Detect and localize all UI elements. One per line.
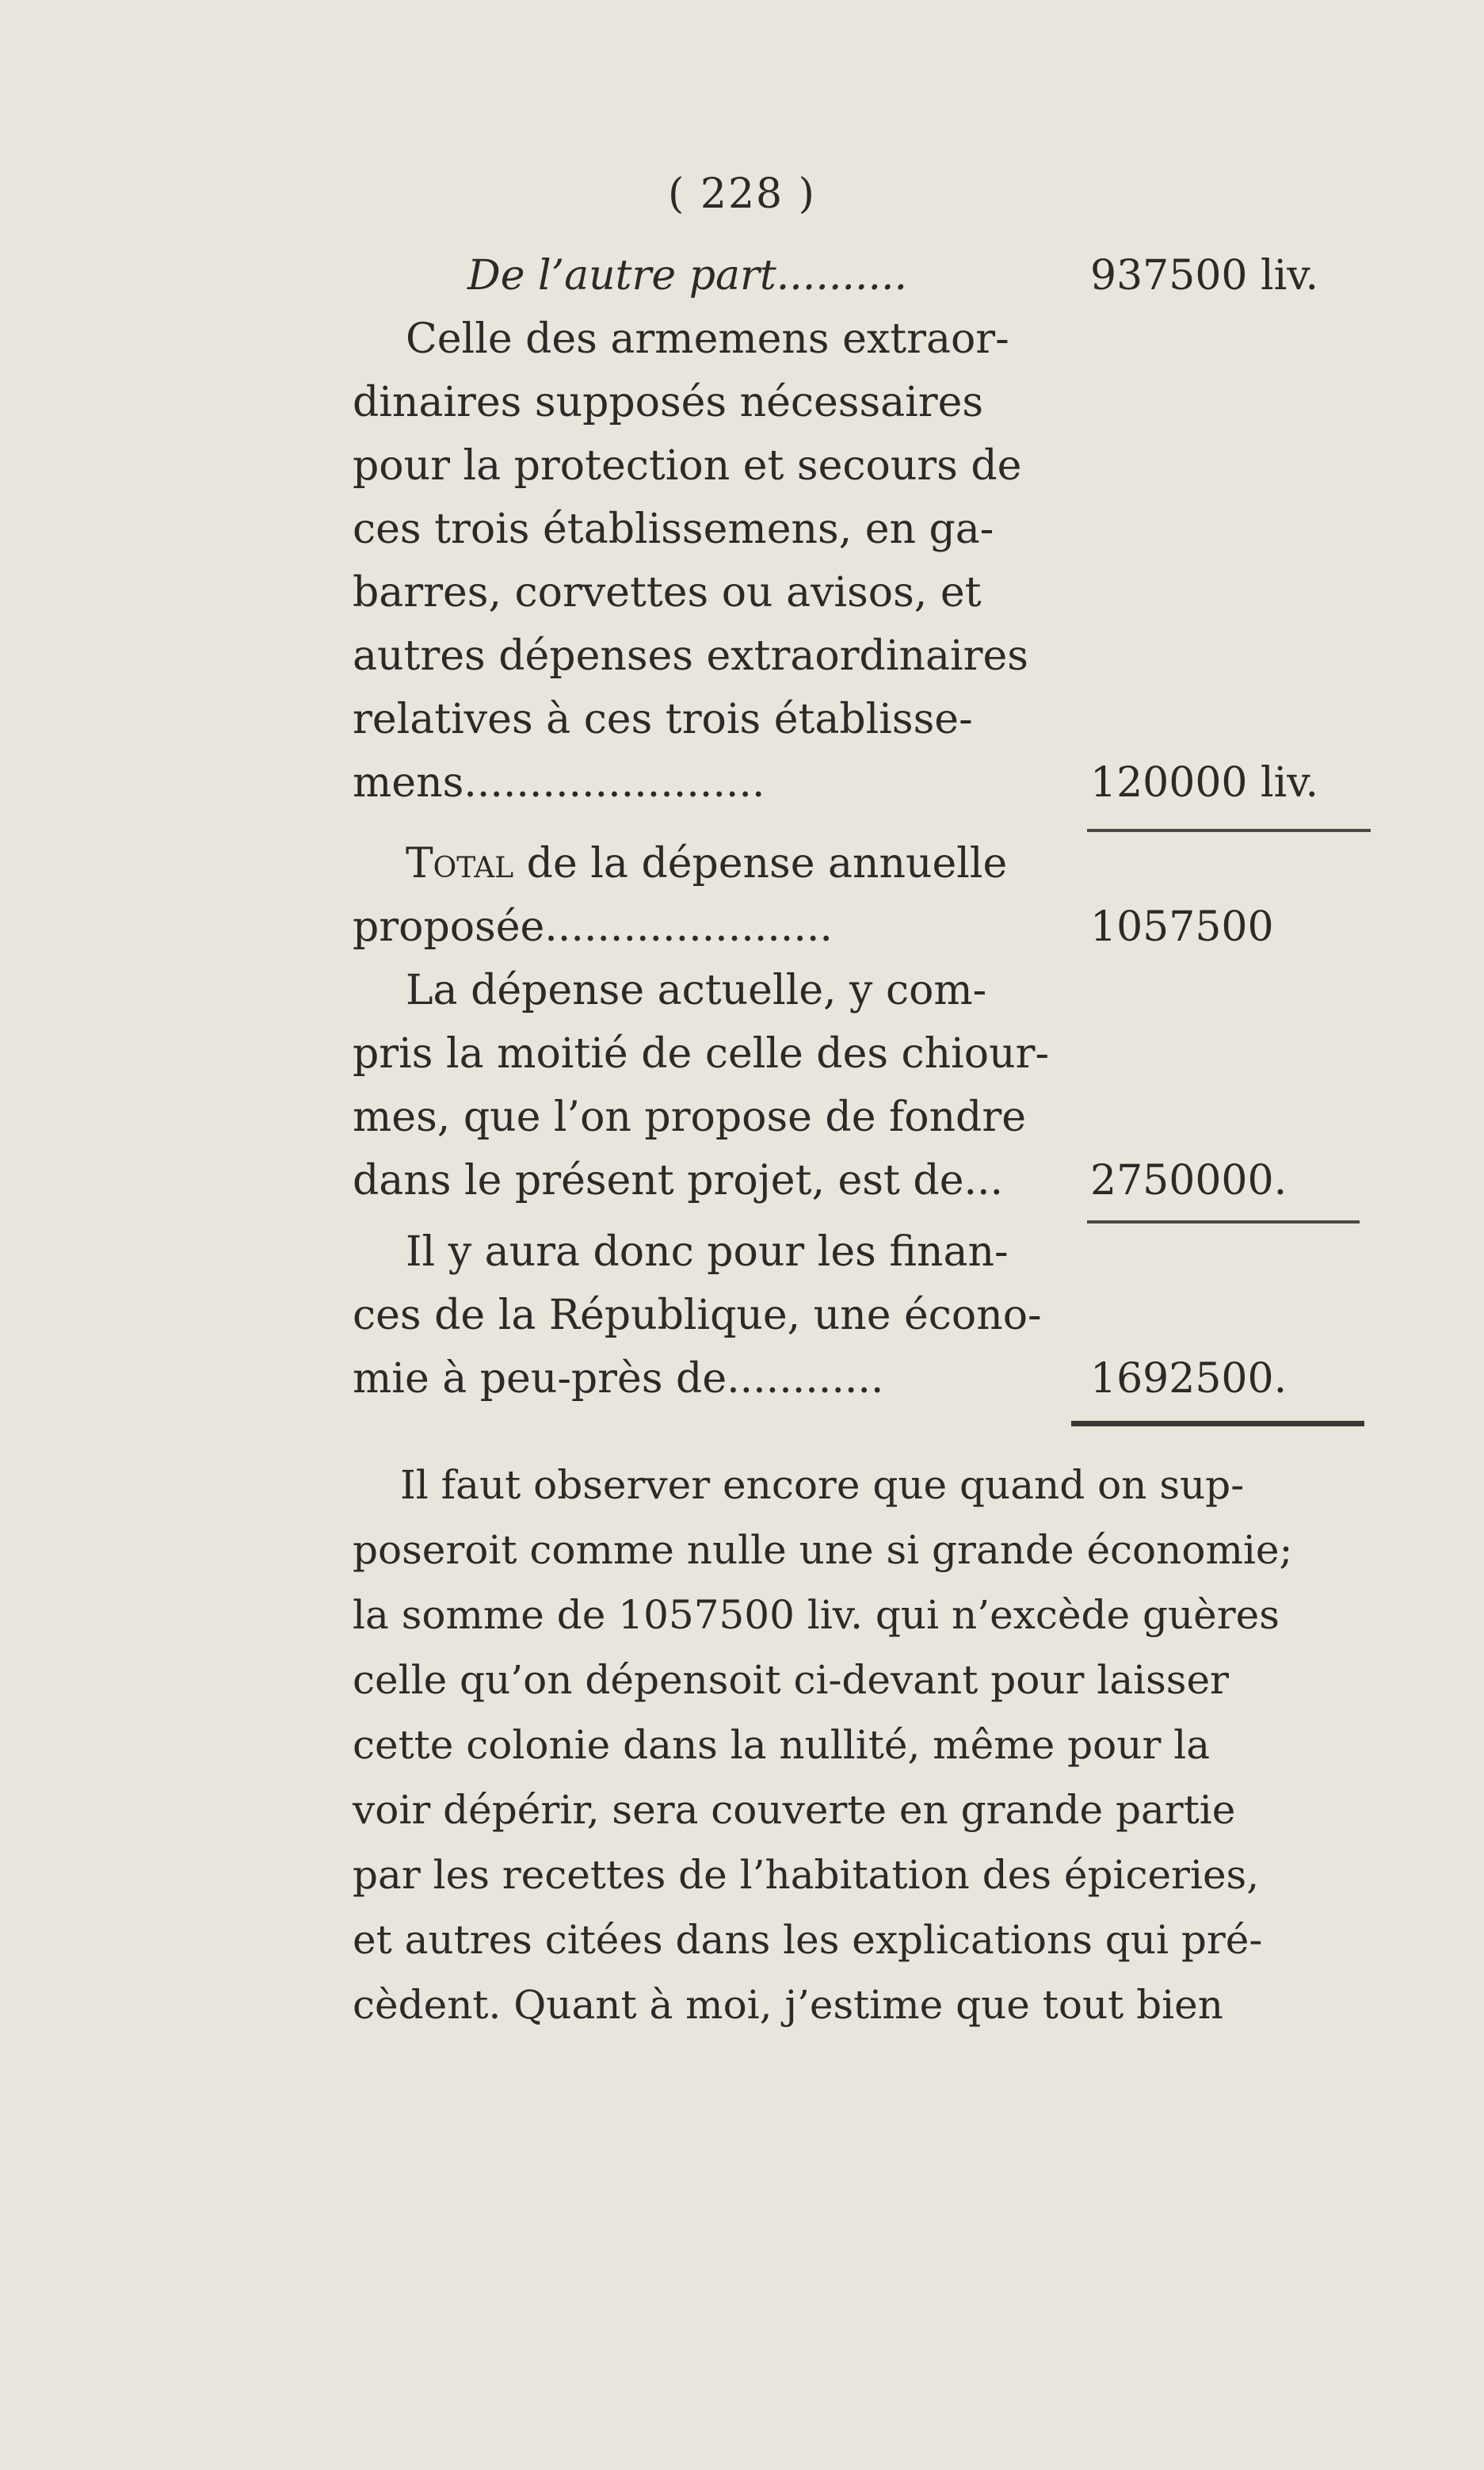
entry-line: relatives à ces trois établisse- <box>353 696 973 743</box>
entry-line: Il y aura donc pour les finan- <box>406 1228 1009 1276</box>
entry-amount: 1692500. <box>1090 1355 1288 1403</box>
entry-line: pris la moitié de celle des chiour- <box>353 1030 1050 1078</box>
entry-line: autres dépenses extraordinaires <box>353 632 1028 680</box>
page-number: ( 228 ) <box>668 170 816 218</box>
paragraph-line: celle qu’on dépensoit ci-devant pour laisser <box>353 1657 1229 1703</box>
total-label: Total <box>406 840 514 888</box>
entry-line: mie à peu-près de............ <box>353 1355 884 1403</box>
paragraph-line: et autres citées dans les explications qui pré- <box>353 1917 1263 1963</box>
entry-line: La dépense actuelle, y com- <box>406 967 987 1014</box>
entry-line: proposée...................... <box>353 903 833 951</box>
final-rule <box>1071 1421 1364 1426</box>
paragraph-line: par les recettes de l’habitation des épiceries, <box>353 1852 1260 1898</box>
entry-line: pour la protection et secours de <box>353 442 1022 490</box>
entry-line: ces de la République, une écono- <box>353 1292 1042 1339</box>
sum-rule <box>1087 1220 1360 1224</box>
entry-line: dinaires supposés nécessaires <box>353 379 984 426</box>
total-rest: de la dépense annuelle <box>513 840 1008 888</box>
paragraph-line: cèdent. Quant à moi, j’estime que tout bien <box>353 1982 1223 2028</box>
entry-amount: 2750000. <box>1090 1157 1288 1204</box>
entry-line: barres, corvettes ou avisos, et <box>353 569 982 617</box>
entry-label: De l’autre part.......... <box>467 252 908 300</box>
paragraph-line: la somme de 1057500 liv. qui n’excède guères <box>353 1592 1280 1638</box>
entry-amount: 1057500 <box>1090 903 1274 951</box>
paragraph-line: Il faut observer encore que quand on sup- <box>400 1462 1245 1508</box>
entry-amount: 120000 liv. <box>1090 759 1319 807</box>
sum-rule <box>1087 829 1371 832</box>
entry-amount: 937500 liv. <box>1090 252 1319 300</box>
entry-line: mes, que l’on propose de fondre <box>353 1094 1026 1141</box>
paragraph-line: voir dépérir, sera couverte en grande partie <box>353 1787 1236 1833</box>
entry-line: mens....................... <box>353 759 765 807</box>
paragraph-line: poseroit comme nulle une si grande économie; <box>353 1527 1293 1573</box>
entry-line: ces trois établissemens, en ga- <box>353 506 994 553</box>
entry-line: Celle des armemens extraor- <box>406 315 1009 363</box>
total-line <box>406 840 1007 888</box>
paragraph-line: cette colonie dans la nullité, même pour la <box>353 1722 1211 1768</box>
entry-line: dans le présent projet, est de... <box>353 1157 1004 1204</box>
